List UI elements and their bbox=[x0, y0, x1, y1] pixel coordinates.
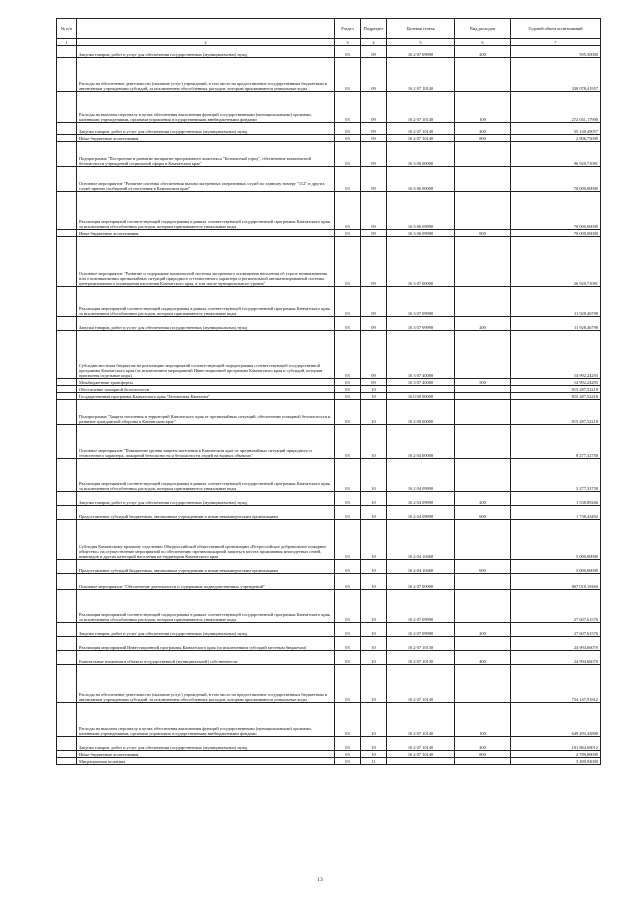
subsection-cell: 09 bbox=[361, 192, 387, 230]
expense-type-cell bbox=[455, 167, 511, 192]
row-number-cell bbox=[57, 142, 77, 167]
table-row bbox=[57, 400, 601, 425]
table-row bbox=[57, 92, 601, 123]
expense-type-cell: 800 bbox=[455, 135, 511, 142]
item-name-cell: Реализация мероприятий соответствующей подпрограммы в рамках соответствующей государственной программы Камчатского края, за исключением обособленных расходов, которым присваиваются уникальные коды bbox=[77, 459, 335, 492]
section-cell: 03 bbox=[335, 623, 361, 637]
target-article-cell: 16 3 07 40080 bbox=[387, 379, 455, 386]
target-article-cell: 16 3 07 09990 bbox=[387, 317, 455, 331]
target-article-cell: 16 2 07 10140 bbox=[387, 135, 455, 142]
subsection-cell: 09 bbox=[361, 287, 387, 317]
expense-type-cell: 200 bbox=[455, 737, 511, 751]
section-cell: 03 bbox=[335, 192, 361, 230]
table-row bbox=[57, 331, 601, 379]
subsection-cell: 10 bbox=[361, 386, 387, 393]
section-cell: 03 bbox=[335, 92, 361, 123]
table-row bbox=[57, 703, 601, 737]
table-row bbox=[57, 751, 601, 758]
item-name-cell: Основное мероприятие "Развитие системы обеспечения вызова экстренных оперативных служб по единому номеру "112" и других служб приема сообщений от населения в Камчатском крае" bbox=[77, 167, 335, 192]
section-cell: 03 bbox=[335, 506, 361, 520]
item-name-cell: Закупка товаров, работ и услуг для обеспечения государственных (муниципальных) нужд bbox=[77, 623, 335, 637]
section-cell: 03 bbox=[335, 737, 361, 751]
amount-cell: 5 000,00000 bbox=[511, 560, 601, 574]
item-name-cell: Реализация мероприятий соответствующей подпрограммы в рамках соответствующей государственной программы Камчатского края, за исключением обособленных расходов, которым присваиваются уникальные коды bbox=[77, 287, 335, 317]
column-index: 5 bbox=[387, 39, 455, 46]
table-row bbox=[57, 506, 601, 520]
section-cell: 03 bbox=[335, 560, 361, 574]
section-cell: 03 bbox=[335, 459, 361, 492]
target-article-cell: 16 2 04 10460 bbox=[387, 560, 455, 574]
subsection-cell: 10 bbox=[361, 737, 387, 751]
row-number-cell bbox=[57, 92, 77, 123]
table-row bbox=[57, 737, 601, 751]
expense-type-cell bbox=[455, 758, 511, 765]
expense-type-cell: 200 bbox=[455, 492, 511, 506]
item-name-cell: Расходы на выплаты персоналу в целях обеспечения выполнения функций государственными (муниципальными) органами, казенными учреждениями, органами управления государственными внебюджетными фондами bbox=[77, 703, 335, 737]
item-name-cell: Реализация мероприятий Инвестиционной программы Камчатского края (за исключением субсидий местным бюджетам) bbox=[77, 637, 335, 651]
table-row bbox=[57, 58, 601, 92]
section-cell: 03 bbox=[335, 379, 361, 386]
subsection-cell: 09 bbox=[361, 379, 387, 386]
amount-cell: 815 287,52218 bbox=[511, 386, 601, 393]
subsection-cell: 09 bbox=[361, 46, 387, 58]
section-cell: 03 bbox=[335, 400, 361, 425]
expense-type-cell: 800 bbox=[455, 751, 511, 758]
column-index: 1 bbox=[57, 39, 77, 46]
section-cell: 03 bbox=[335, 287, 361, 317]
table-row bbox=[57, 637, 601, 651]
item-name-cell: Обеспечение пожарной безопасности bbox=[77, 386, 335, 393]
header-number: № п/п bbox=[57, 19, 77, 39]
target-article-cell: 16 2 07 10140 bbox=[387, 751, 455, 758]
table-body bbox=[57, 46, 601, 765]
section-cell: 03 bbox=[335, 393, 361, 400]
section-cell: 03 bbox=[335, 751, 361, 758]
item-name-cell: Реализация мероприятий соответствующей подпрограммы в рамках соответствующей государственной программы Камчатского края, за исключением обособленных расходов, которым присваиваются уникальные коды bbox=[77, 590, 335, 623]
amount-cell: 595,50000 bbox=[511, 46, 601, 58]
section-cell: 03 bbox=[335, 590, 361, 623]
table-row bbox=[57, 379, 601, 386]
subsection-cell: 09 bbox=[361, 123, 387, 135]
section-cell: 03 bbox=[335, 317, 361, 331]
expense-type-cell bbox=[455, 637, 511, 651]
section-cell: 03 bbox=[335, 58, 361, 92]
row-number-cell bbox=[57, 737, 77, 751]
row-number-cell bbox=[57, 560, 77, 574]
row-number-cell bbox=[57, 287, 77, 317]
expense-type-cell: 200 bbox=[455, 317, 511, 331]
item-name-cell: Подпрограмма "Построение и развитие аппаратно-программного комплекса "Безопасный город", обеспечение комплексной безопасности учреждений социальной сферы в Камчатском крае" bbox=[77, 142, 335, 167]
expense-type-cell bbox=[455, 58, 511, 92]
expense-type-cell: 100 bbox=[455, 703, 511, 737]
subsection-cell: 10 bbox=[361, 637, 387, 651]
amount-cell: 330 078,41957 bbox=[511, 58, 601, 92]
target-article-cell: 16 2 07 09990 bbox=[387, 46, 455, 58]
amount-cell: 55 140,49057 bbox=[511, 123, 601, 135]
subsection-cell: 10 bbox=[361, 751, 387, 758]
table-row bbox=[57, 135, 601, 142]
section-cell: 03 bbox=[335, 492, 361, 506]
section-cell: 03 bbox=[335, 331, 361, 379]
amount-cell: 26 920,71091 bbox=[511, 237, 601, 287]
target-article-cell: 16 2 04 10460 bbox=[387, 520, 455, 560]
item-name-cell: Государственная программа Камчатского края "Безопасная Камчатка" bbox=[77, 393, 335, 400]
subsection-cell: 10 bbox=[361, 459, 387, 492]
section-cell: 03 bbox=[335, 237, 361, 287]
subsection-cell: 10 bbox=[361, 651, 387, 665]
subsection-cell: 10 bbox=[361, 560, 387, 574]
row-number-cell bbox=[57, 665, 77, 703]
budget-table bbox=[56, 18, 601, 765]
expense-type-cell: 400 bbox=[455, 651, 511, 665]
table-header-row bbox=[57, 19, 601, 39]
table-row bbox=[57, 287, 601, 317]
section-cell: 03 bbox=[335, 520, 361, 560]
column-index-row bbox=[57, 39, 601, 46]
table-row bbox=[57, 393, 601, 400]
column-index: 6 bbox=[455, 39, 511, 46]
target-article-cell: 16 2 07 10140 bbox=[387, 737, 455, 751]
item-name-cell: Иные бюджетные ассигнования bbox=[77, 751, 335, 758]
target-article-cell: 16 2 04 00000 bbox=[387, 425, 455, 459]
target-article-cell: 16 3 07 00000 bbox=[387, 237, 455, 287]
expense-type-cell bbox=[455, 142, 511, 167]
table-row bbox=[57, 459, 601, 492]
section-cell: 03 bbox=[335, 703, 361, 737]
subsection-cell: 10 bbox=[361, 574, 387, 590]
target-article-cell: 16 2 07 09990 bbox=[387, 623, 455, 637]
item-name-cell: Расходы на выплаты персоналу в целях обеспечения выполнения функций государственными (муниципальными) органами, казенными учреждениями, органами управления государственными внебюджетными фондами bbox=[77, 92, 335, 123]
section-cell: 03 bbox=[335, 651, 361, 665]
amount-cell: 14 992,24293 bbox=[511, 379, 601, 386]
amount-cell: 1 738,43492 bbox=[511, 506, 601, 520]
table-row bbox=[57, 230, 601, 237]
expense-type-cell bbox=[455, 393, 511, 400]
item-name-cell: Расходы на обеспечение деятельности (оказание услуг) учреждений, в том числе на предоставление государственным бюджетным и автономным учреждениям субсидий, за исключением обособленных расходов, которым присваиваются уникальные коды bbox=[77, 665, 335, 703]
section-cell: 03 bbox=[335, 142, 361, 167]
section-cell: 03 bbox=[335, 230, 361, 237]
table-row bbox=[57, 167, 601, 192]
row-number-cell bbox=[57, 751, 77, 758]
target-article-cell bbox=[387, 758, 455, 765]
amount-cell: 2 789,80000 bbox=[511, 751, 601, 758]
amount-cell: 272 031,17900 bbox=[511, 92, 601, 123]
section-cell: 03 bbox=[335, 386, 361, 393]
item-name-cell: Реализация мероприятий соответствующей подпрограммы в рамках соответствующей государственной программы Камчатского края, за исключением обособленных расходов, которым присваиваются уникальные коды bbox=[77, 192, 335, 230]
item-name-cell: Межбюджетные трансферты bbox=[77, 379, 335, 386]
row-number-cell bbox=[57, 651, 77, 665]
target-article-cell: 16 3 06 00000 bbox=[387, 167, 455, 192]
subsection-cell: 09 bbox=[361, 317, 387, 331]
header-section: Раздел bbox=[335, 19, 361, 39]
target-article-cell: 16 2 07 10130 bbox=[387, 637, 455, 651]
target-article-cell: 16 2 04 09990 bbox=[387, 492, 455, 506]
item-name-cell: Капитальные вложения в объекты государственной (муниципальной) собственности bbox=[77, 651, 335, 665]
amount-cell: 8 277,32758 bbox=[511, 425, 601, 459]
row-number-cell bbox=[57, 317, 77, 331]
expense-type-cell: 800 bbox=[455, 230, 511, 237]
row-number-cell bbox=[57, 393, 77, 400]
amount-cell: 24 994,66070 bbox=[511, 651, 601, 665]
subsection-cell: 10 bbox=[361, 590, 387, 623]
section-cell: 03 bbox=[335, 665, 361, 703]
section-cell: 03 bbox=[335, 167, 361, 192]
document-page bbox=[56, 18, 600, 765]
table-row bbox=[57, 237, 601, 287]
table-row bbox=[57, 574, 601, 590]
section-cell: 03 bbox=[335, 46, 361, 58]
expense-type-cell bbox=[455, 665, 511, 703]
expense-type-cell: 600 bbox=[455, 506, 511, 520]
row-number-cell bbox=[57, 637, 77, 651]
item-name-cell: Закупка товаров, работ и услуг для обеспечения государственных (муниципальных) нужд bbox=[77, 123, 335, 135]
subsection-cell: 10 bbox=[361, 520, 387, 560]
table-row bbox=[57, 142, 601, 167]
amount-cell: 14 992,24293 bbox=[511, 331, 601, 379]
amount-cell: 5 000,00000 bbox=[511, 520, 601, 560]
header-annual-amount: Годовой объем ассигнований bbox=[511, 19, 601, 39]
item-name-cell: Закупка товаров, работ и услуг для обеспечения государственных (муниципальных) нужд bbox=[77, 492, 335, 506]
subsection-cell: 09 bbox=[361, 331, 387, 379]
row-number-cell bbox=[57, 379, 77, 386]
row-number-cell bbox=[57, 520, 77, 560]
target-article-cell: 16 3 06 09990 bbox=[387, 230, 455, 237]
section-cell: 03 bbox=[335, 123, 361, 135]
item-name-cell: Закупка товаров, работ и услуг для обеспечения государственных (муниципальных) нужд bbox=[77, 737, 335, 751]
amount-cell: 11 928,46798 bbox=[511, 317, 601, 331]
table-row bbox=[57, 590, 601, 623]
section-cell: 03 bbox=[335, 135, 361, 142]
expense-type-cell: 500 bbox=[455, 379, 511, 386]
amount-cell: 70 000,00000 bbox=[511, 230, 601, 237]
row-number-cell bbox=[57, 623, 77, 637]
table-row bbox=[57, 560, 601, 574]
expense-type-cell bbox=[455, 520, 511, 560]
expense-type-cell bbox=[455, 590, 511, 623]
expense-type-cell bbox=[455, 331, 511, 379]
item-name-cell: Основное мероприятие "Обеспечение деятельности и содержание подведомственных учреждений" bbox=[77, 574, 335, 590]
row-number-cell bbox=[57, 574, 77, 590]
target-article-cell: 16 2 07 00000 bbox=[387, 574, 455, 590]
subsection-cell: 10 bbox=[361, 492, 387, 506]
item-name-cell: Иные бюджетные ассигнования bbox=[77, 230, 335, 237]
row-number-cell bbox=[57, 46, 77, 58]
target-article-cell: 16 2 04 09990 bbox=[387, 459, 455, 492]
expense-type-cell bbox=[455, 574, 511, 590]
subsection-cell: 09 bbox=[361, 135, 387, 142]
expense-type-cell: 100 bbox=[455, 92, 511, 123]
section-cell: 03 bbox=[335, 425, 361, 459]
expense-type-cell bbox=[455, 386, 511, 393]
row-number-cell bbox=[57, 506, 77, 520]
table-row bbox=[57, 623, 601, 637]
subsection-cell: 09 bbox=[361, 142, 387, 167]
row-number-cell bbox=[57, 331, 77, 379]
column-index: 2 bbox=[77, 39, 335, 46]
row-number-cell bbox=[57, 758, 77, 765]
expense-type-cell bbox=[455, 459, 511, 492]
amount-cell: 754 147,91812 bbox=[511, 665, 601, 703]
subsection-cell: 09 bbox=[361, 167, 387, 192]
row-number-cell bbox=[57, 237, 77, 287]
target-article-cell: 16 2 07 10140 bbox=[387, 703, 455, 737]
target-article-cell: 16 2 07 10140 bbox=[387, 665, 455, 703]
subsection-cell: 09 bbox=[361, 92, 387, 123]
amount-cell: 3 490,94000 bbox=[511, 758, 601, 765]
target-article-cell bbox=[387, 386, 455, 393]
row-number-cell bbox=[57, 123, 77, 135]
item-name-cell: Иные бюджетные ассигнования bbox=[77, 135, 335, 142]
expense-type-cell: 600 bbox=[455, 560, 511, 574]
table-row bbox=[57, 46, 601, 58]
item-name-cell: Закупка товаров, работ и услуг для обеспечения государственных (муниципальных) нужд bbox=[77, 317, 335, 331]
amount-cell: 96 920,71091 bbox=[511, 142, 601, 167]
subsection-cell: 10 bbox=[361, 400, 387, 425]
target-article-cell: 16 2 07 10140 bbox=[387, 58, 455, 92]
subsection-cell: 09 bbox=[361, 58, 387, 92]
amount-cell: 2 906,75000 bbox=[511, 135, 601, 142]
table-row bbox=[57, 317, 601, 331]
target-article-cell: 16 2 07 10130 bbox=[387, 651, 455, 665]
table-row bbox=[57, 665, 601, 703]
target-article-cell: 16 2 07 09990 bbox=[387, 590, 455, 623]
page-number: 13 bbox=[317, 877, 323, 883]
subsection-cell: 10 bbox=[361, 623, 387, 637]
item-name-cell: Субсидии местным бюджетам на реализацию мероприятий соответствующей подпрограммы соответствующей государственной программы Камчатского края (за исключением мероприятий Инвестиционной программы Камчатского края и субсидий, которым присвоены отдельные коды) bbox=[77, 331, 335, 379]
item-name-cell: Субсидия Камчатскому краевому отделению Общероссийской общественной организации «Всероссийское добровольное пожарное общество» на осуществление мероприятий по обеспечению противопожарной защиты в местах проживания многодетных семей, инвалидов и других категорий населения на территории Камчатского края bbox=[77, 520, 335, 560]
header-name bbox=[77, 19, 335, 39]
table-row bbox=[57, 758, 601, 765]
subsection-cell: 11 bbox=[361, 758, 387, 765]
expense-type-cell bbox=[455, 237, 511, 287]
section-cell: 03 bbox=[335, 758, 361, 765]
expense-type-cell: 200 bbox=[455, 623, 511, 637]
row-number-cell bbox=[57, 58, 77, 92]
item-name-cell: Закупка товаров, работ и услуг для обеспечения государственных (муниципальных) нужд bbox=[77, 46, 335, 58]
target-article-cell: 16 0 00 00000 bbox=[387, 393, 455, 400]
target-article-cell: 16 2 04 09990 bbox=[387, 506, 455, 520]
table-row bbox=[57, 386, 601, 393]
item-name-cell: Предоставление субсидий бюджетным, автономным учреждениям и иным некоммерческим организациям bbox=[77, 560, 335, 574]
table-row bbox=[57, 492, 601, 506]
section-cell: 03 bbox=[335, 637, 361, 651]
expense-type-cell: 200 bbox=[455, 46, 511, 58]
amount-cell: 27 607,61576 bbox=[511, 590, 601, 623]
row-number-cell bbox=[57, 492, 77, 506]
subsection-cell: 09 bbox=[361, 237, 387, 287]
target-article-cell: 16 3 06 09990 bbox=[387, 192, 455, 230]
expense-type-cell bbox=[455, 400, 511, 425]
amount-cell: 70 000,00000 bbox=[511, 192, 601, 230]
amount-cell: 70 000,00000 bbox=[511, 167, 601, 192]
expense-type-cell bbox=[455, 425, 511, 459]
row-number-cell bbox=[57, 459, 77, 492]
amount-cell: 807 010,19460 bbox=[511, 574, 601, 590]
row-number-cell bbox=[57, 135, 77, 142]
subsection-cell: 10 bbox=[361, 665, 387, 703]
header-target-article: Целевая статья bbox=[387, 19, 455, 39]
target-article-cell: 16 2 07 10140 bbox=[387, 123, 455, 135]
amount-cell: 815 287,52218 bbox=[511, 393, 601, 400]
subsection-cell: 10 bbox=[361, 393, 387, 400]
item-name-cell: Основное мероприятие "Повышение уровня защиты населения в Камчатском крае от чрезвычайных ситуаций природного и техногенного характера, пожарной безопасности и безопасности людей на водных объектах" bbox=[77, 425, 335, 459]
item-name-cell: Расходы на обеспечение деятельности (оказание услуг) учреждений, в том числе на предоставление государственным бюджетным и автономным учреждениям субсидий, за исключением обособленных расходов, которым присваиваются уникальные коды bbox=[77, 58, 335, 92]
item-name-cell: Миграционная политика bbox=[77, 758, 335, 765]
column-index: 3 bbox=[335, 39, 361, 46]
item-name-cell: Основное мероприятие "Развитие и содержание комплексной системы экстренного оповещения населения об угрозе возникновения или о возникновении чрезвычайных ситуаций природного и техногенного характера и региональной автоматизированной системы централизованного оповещения населения Камчатского края, в том числе муниципального уровня" bbox=[77, 237, 335, 287]
amount-cell: 649 493,43800 bbox=[511, 703, 601, 737]
amount-cell: 3 277,32758 bbox=[511, 459, 601, 492]
table-row bbox=[57, 425, 601, 459]
amount-cell: 101 864,68012 bbox=[511, 737, 601, 751]
section-cell: 03 bbox=[335, 574, 361, 590]
target-article-cell: 16 3 07 09990 bbox=[387, 287, 455, 317]
column-index: 4 bbox=[361, 39, 387, 46]
subsection-cell: 10 bbox=[361, 425, 387, 459]
row-number-cell bbox=[57, 590, 77, 623]
row-number-cell bbox=[57, 230, 77, 237]
row-number-cell bbox=[57, 167, 77, 192]
expense-type-cell: 200 bbox=[455, 123, 511, 135]
target-article-cell: 16 2 00 00000 bbox=[387, 400, 455, 425]
amount-cell: 27 607,61576 bbox=[511, 623, 601, 637]
header-expense-type: Вид расходов bbox=[455, 19, 511, 39]
item-name-cell: Подпрограмма "Защита населения и территорий Камчатского края от чрезвычайных ситуаций, обеспечение пожарной безопасности и развитие гражданской обороны в Камчатском крае" bbox=[77, 400, 335, 425]
subsection-cell: 10 bbox=[361, 506, 387, 520]
table-row bbox=[57, 123, 601, 135]
row-number-cell bbox=[57, 425, 77, 459]
target-article-cell: 16 3 00 00000 bbox=[387, 142, 455, 167]
amount-cell: 815 287,52218 bbox=[511, 400, 601, 425]
expense-type-cell bbox=[455, 287, 511, 317]
row-number-cell bbox=[57, 703, 77, 737]
table-row bbox=[57, 651, 601, 665]
target-article-cell: 16 3 07 40080 bbox=[387, 331, 455, 379]
table-row bbox=[57, 192, 601, 230]
table-row bbox=[57, 520, 601, 560]
subsection-cell: 10 bbox=[361, 703, 387, 737]
subsection-cell: 09 bbox=[361, 230, 387, 237]
amount-cell: 1 538,89266 bbox=[511, 492, 601, 506]
row-number-cell bbox=[57, 386, 77, 393]
expense-type-cell bbox=[455, 192, 511, 230]
amount-cell: 24 994,66070 bbox=[511, 637, 601, 651]
column-index: 7 bbox=[511, 39, 601, 46]
item-name-cell: Предоставление субсидий бюджетным, автономным учреждениям и иным некоммерческим организациям bbox=[77, 506, 335, 520]
amount-cell: 11 928,46798 bbox=[511, 287, 601, 317]
row-number-cell bbox=[57, 400, 77, 425]
row-number-cell bbox=[57, 192, 77, 230]
target-article-cell: 16 2 07 10140 bbox=[387, 92, 455, 123]
header-subsection: Подраздел bbox=[361, 19, 387, 39]
